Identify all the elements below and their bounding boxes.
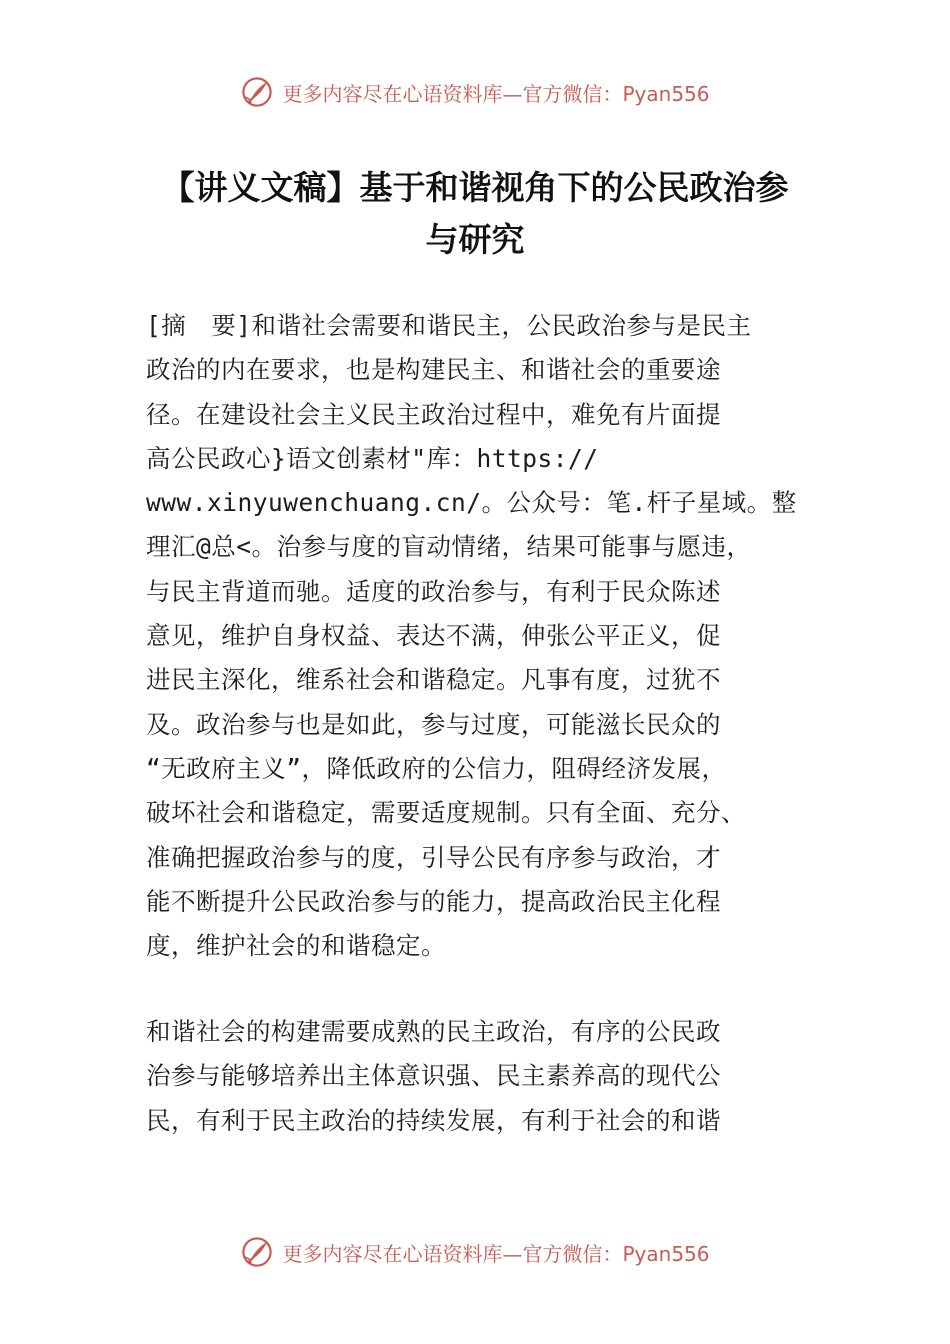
- banner-text: [282, 78, 709, 107]
- feather-pen-logo-icon: [240, 1235, 274, 1269]
- abstract-paragraph: [摘 要]和谐社会需要和谐民主，公民政治参与是民主 政治的内在要求，也是构建民主、和谐社会的重要途 径。在建设社会主义民主政治过程中，难免有片面提 高公民政心}语文创素材"库：https:// www.xinyuwenchuang.cn/。公众号：笔.杆子星域。整 理汇@总<。治参与度的盲动情绪，结果可能事与愿违， 与民主背道而驰。适度的政治参与，有利于民众陈述 意见，维护自身权益、表达不满，伸张公平正义，促 进民主深化，维系社会和谐稳定。凡事有度，过犹不 及。政治参与也是如此，参与过度，可能滋长民众的 “无政府主义”，降低政府的公信力，阻碍经济发展， 破坏社会和谐稳定，需要适度规制。只有全面、充分、 准确把握政治参与的度，引导公民有序参与政治，才 能不断提升公民政治参与的能力，提高政治民主化程 度，维护社会的和谐稳定。: [146, 311, 797, 961]
- banner-wechat-id: Pyan556: [622, 1241, 710, 1266]
- document-title: 【讲义文稿】基于和谐视角下的公民政治参 与研究: [161, 168, 789, 259]
- banner-wechat-id: Pyan556: [622, 81, 710, 106]
- banner-wechat-label: 官方微信：: [522, 1241, 623, 1266]
- banner-wechat-label: 官方微信：: [522, 81, 623, 106]
- feather-pen-logo-icon: [240, 75, 274, 109]
- footer-banner: [0, 1232, 950, 1272]
- banner-text: [282, 1238, 709, 1267]
- header-banner: [0, 72, 950, 112]
- body-paragraph: 和谐社会的构建需要成熟的民主政治，有序的公民政 治参与能够培养出主体意识强、民主素养高的现代公 民，有利于民主政治的持续发展，有利于社会的和谐: [146, 1017, 721, 1135]
- banner-site-name: 更多内容尽在心语资料库: [282, 81, 503, 106]
- banner-separator: —: [502, 1241, 523, 1266]
- banner-separator: —: [502, 81, 523, 106]
- banner-site-name: 更多内容尽在心语资料库: [282, 1241, 503, 1266]
